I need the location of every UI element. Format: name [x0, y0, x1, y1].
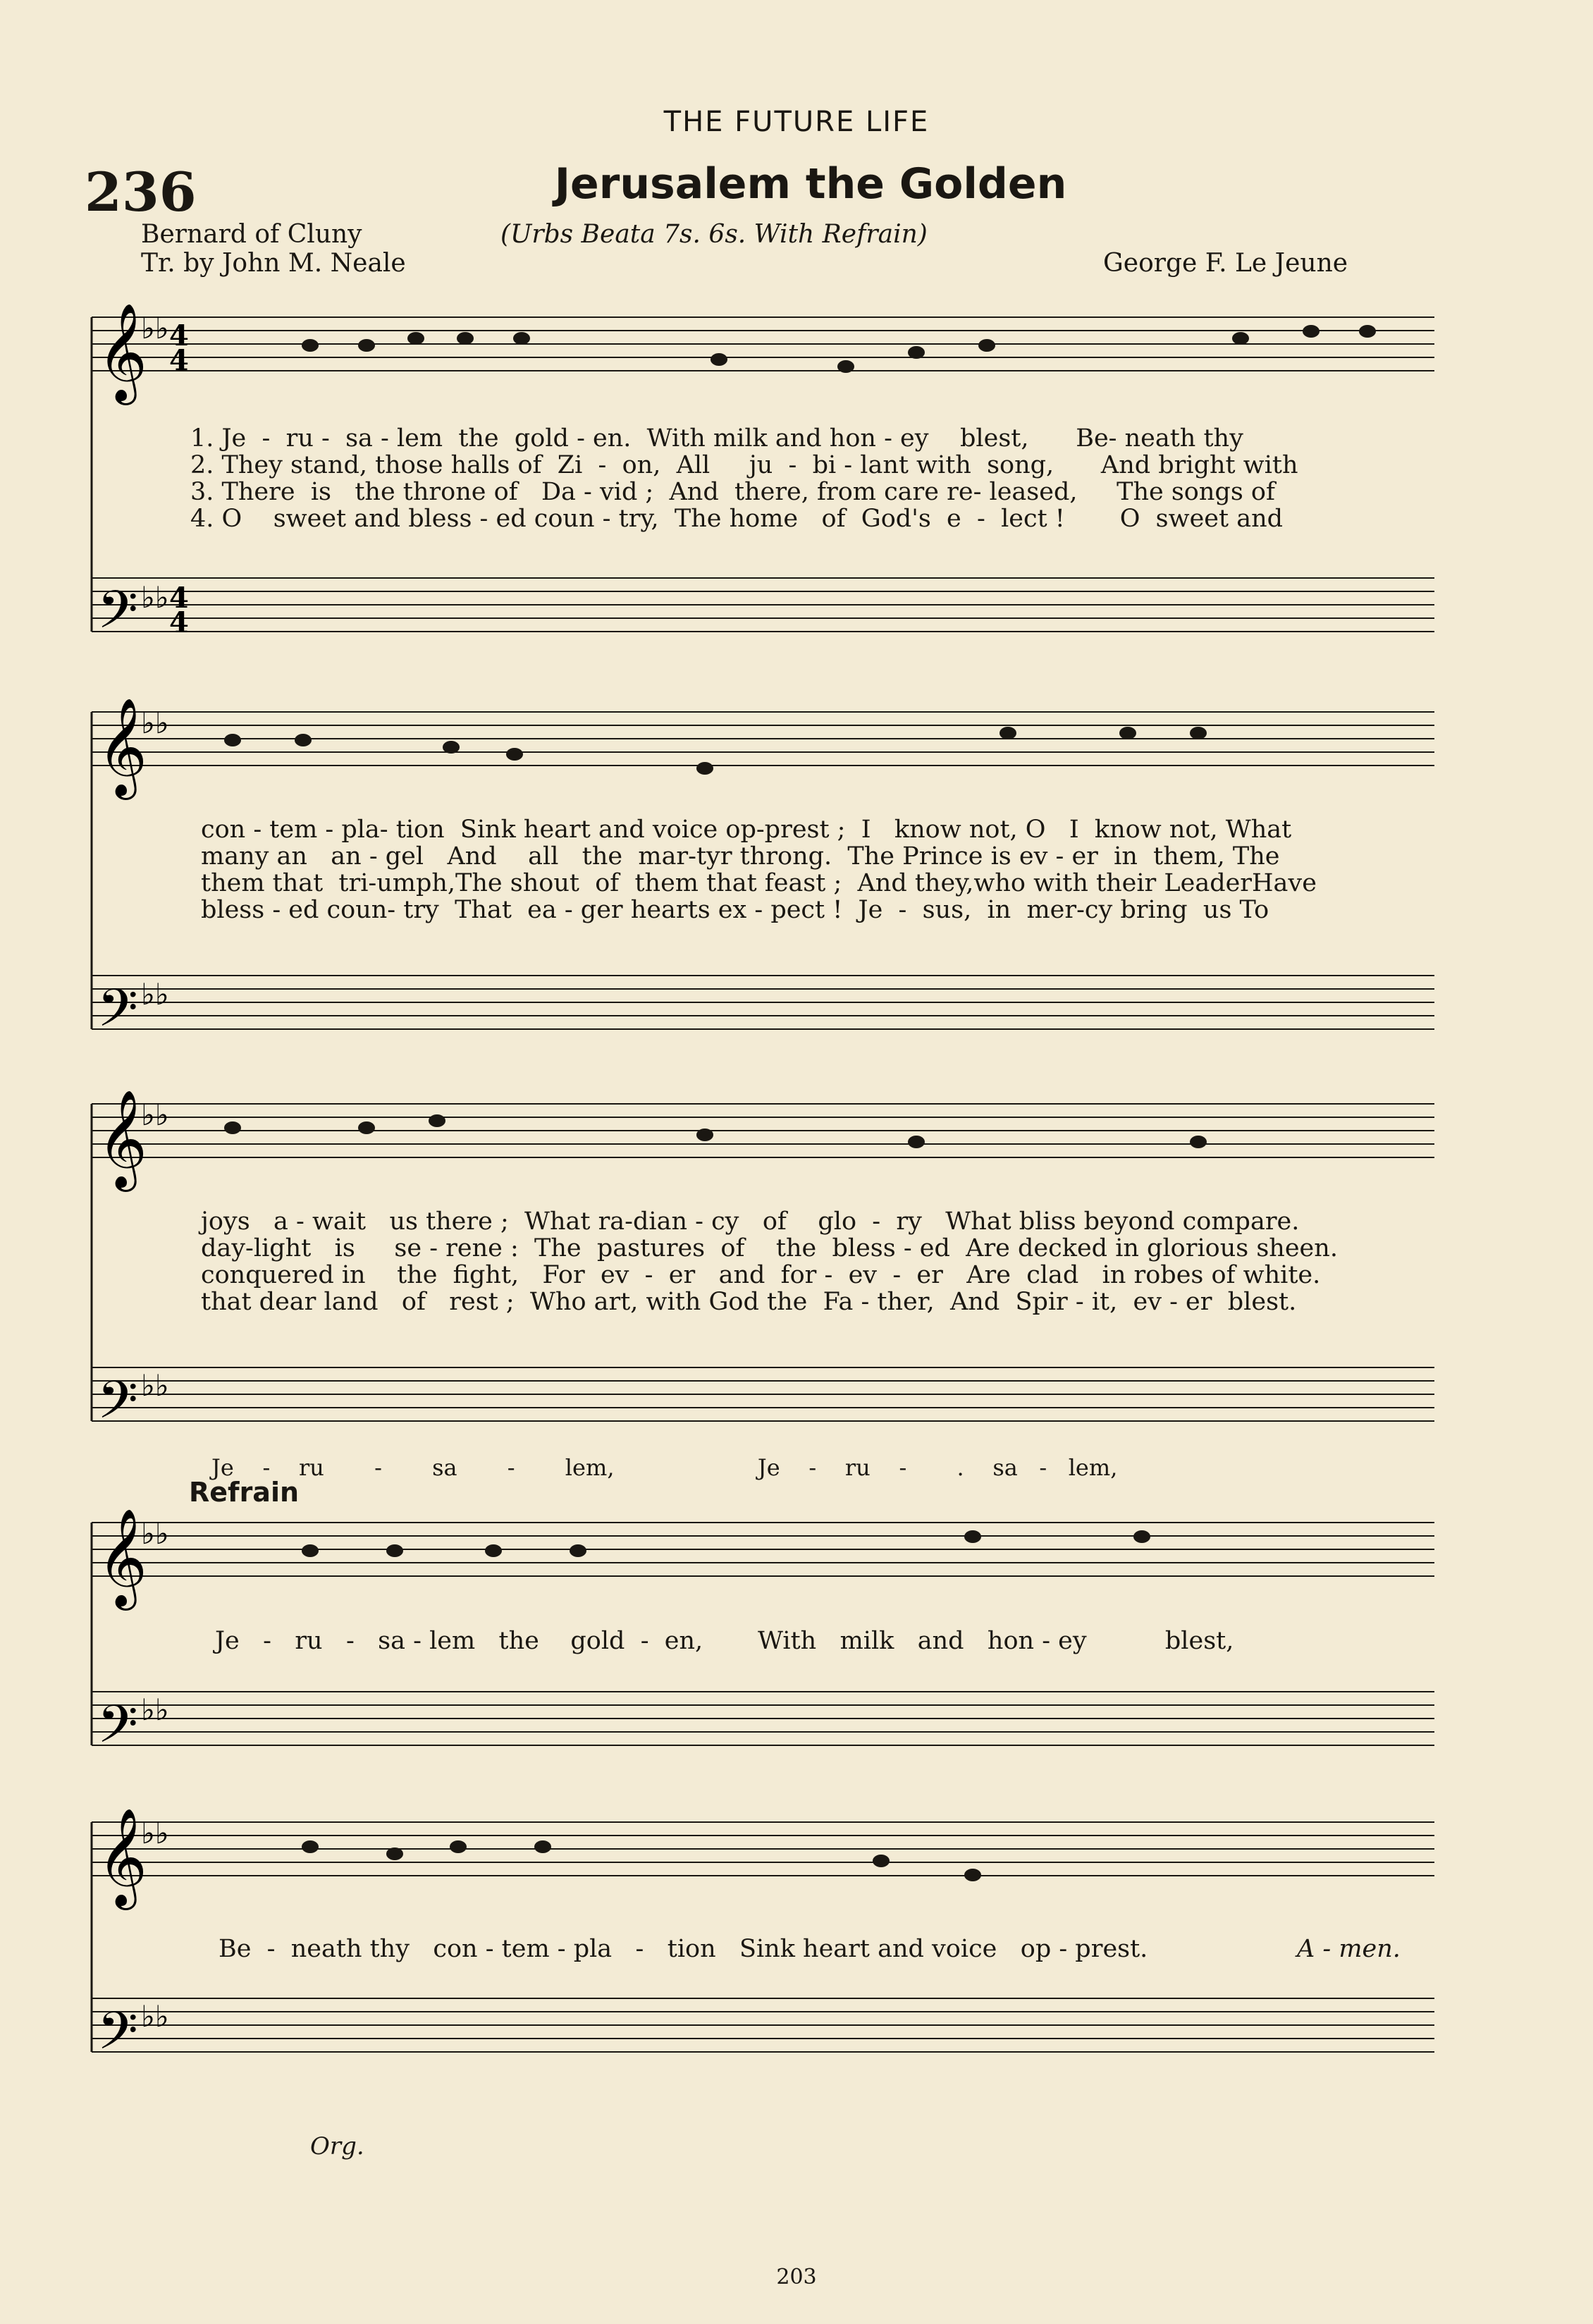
svg-text:♭♭: ♭♭: [141, 977, 169, 1012]
organ-mark: Org.: [310, 2132, 364, 2160]
svg-text:𝄞: 𝄞: [97, 1090, 147, 1188]
svg-text:4: 4: [169, 344, 189, 377]
svg-text:♭♭: ♭♭: [141, 1999, 169, 2034]
tune-info: (Urbs Beata 7s. 6s. With Refrain): [500, 220, 928, 249]
svg-text:♭♭: ♭♭: [141, 1098, 169, 1132]
svg-text:♭♭: ♭♭: [141, 706, 169, 740]
svg-text:♭♭: ♭♭: [141, 580, 169, 615]
translator-credit: Tr. by John M. Neale: [141, 249, 406, 278]
hymn-title: Jerusalem the Golden: [554, 159, 1067, 209]
svg-text:♭♭: ♭♭: [141, 1692, 169, 1727]
verse-2-line-2: many an an - gel And all the mar-tyr throng. The Prince is ev - er in them, The: [201, 842, 1280, 871]
verse-1-line-3: joys a - wait us there ; What ra-dian - cy of glo - ry What bliss beyond compare.: [201, 1207, 1300, 1236]
verse-3-line-3: conquered in the fight, For ev - er and for - ev - er Are clad in robes of white.: [201, 1261, 1321, 1289]
svg-text:𝄢: 𝄢: [97, 1370, 138, 1444]
page-number: 203: [776, 2265, 817, 2289]
verse-2-line-1: 2. They stand, those halls of Zi - on, All ju - bi - lant with song, And bright with: [190, 451, 1298, 479]
svg-text:𝄞: 𝄞: [97, 1508, 147, 1606]
svg-text:𝄞: 𝄞: [97, 698, 147, 796]
svg-text:4: 4: [169, 319, 189, 352]
amen-text: A - men.: [1297, 1935, 1401, 1963]
svg-text:𝄢: 𝄢: [97, 579, 138, 653]
svg-text:𝄢: 𝄢: [97, 1694, 138, 1768]
verse-3-line-1: 3. There is the throne of Da - vid ; And there, from care re- leased, The songs of: [190, 478, 1275, 506]
verse-4-line-2: bless - ed coun- try That ea - ger hearts ex - pect ! Je - sus, in mer-cy bring us To: [201, 896, 1269, 924]
svg-text:𝄢: 𝄢: [97, 978, 138, 1052]
verse-1-line-1: 1. Je - ru - sa - lem the gold - en. With milk and hon - ey blest, Be- neath thy: [190, 424, 1243, 453]
svg-text:♭♭: ♭♭: [141, 311, 169, 345]
svg-text:4: 4: [169, 582, 189, 615]
refrain-label: Refrain: [189, 1477, 300, 1508]
svg-text:𝄞: 𝄞: [97, 1808, 147, 1906]
svg-text:𝄢: 𝄢: [97, 2000, 138, 2074]
verse-4-line-1: 4. O sweet and bless - ed coun - try, The home of God's e - lect ! O sweet and: [190, 505, 1284, 533]
author-credit: Bernard of Cluny: [141, 220, 362, 249]
verse-1-line-2: con - tem - pla- tion Sink heart and voice op-prest ; I know not, O I know not, What: [201, 816, 1292, 844]
composer-credit: George F. Le Jeune: [1103, 249, 1348, 278]
svg-text:𝄞: 𝄞: [97, 303, 147, 401]
verse-3-line-2: them that tri-umph,The shout of them that feast ; And they,who with their LeaderHave: [201, 869, 1317, 897]
svg-text:♭♭: ♭♭: [141, 1816, 169, 1850]
verse-4-line-3: that dear land of rest ; Who art, with God the Fa - ther, And Spir - it, ev - er blest.: [201, 1288, 1297, 1316]
refrain-line-2: Be - neath thy con - tem - pla - tion Sink heart and voice op - prest.: [219, 1935, 1148, 1963]
svg-text:♭♭: ♭♭: [141, 1368, 169, 1403]
hymn-number: 236: [85, 161, 197, 223]
running-head: THE FUTURE LIFE: [663, 106, 930, 138]
svg-text:♭♭: ♭♭: [141, 1516, 169, 1551]
verse-2-line-3: day-light is se - rene : The pastures of the bless - ed Are decked in glorious sheen.: [201, 1234, 1338, 1262]
refrain-line-1: Je - ru - sa - lem the gold - en, With milk and hon - ey blest,: [215, 1627, 1234, 1655]
svg-text:4: 4: [169, 606, 189, 639]
refrain-bass-text: Je - ru - sa - lem, Je - ru - . sa - lem,: [211, 1454, 1118, 1481]
